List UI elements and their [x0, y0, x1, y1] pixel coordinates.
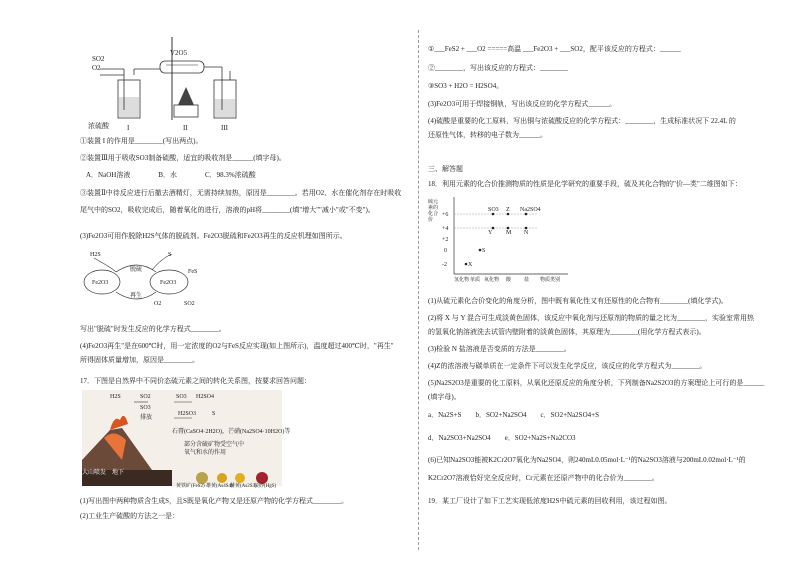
rt-line-2: ②________，写出该反应的方程式：________	[428, 64, 568, 72]
q17-title: 17．下图是自然界中不同价态硫元素之间的转化关系图，按要求回答问题：	[80, 377, 311, 385]
vol-oxidize-1: 部分含硫矿物受空气中	[184, 442, 245, 448]
q17-2: (2)工业生产硫酸的方法之一是：	[80, 512, 180, 520]
q18-2a: (2)将 X 与 Y 混合可生成淡黄色固体，该反应中氧化剂与还原剂的物质的量之比为________，实验室常用热	[428, 314, 755, 322]
q18-5a: (5)Na2S2O3是重要的化工原料，从氧化还原反应的角度分析，下列制备Na2S2O3的方案理论上可行的是______	[428, 379, 765, 387]
xtick-hydride: 氢化物	[454, 278, 470, 283]
label-z: Z	[506, 207, 510, 213]
point-s	[479, 249, 482, 252]
label-x: X	[468, 262, 473, 268]
q-line-1: ①装置 I 的作用是________(写出两点)。	[80, 137, 203, 145]
ytick-2: +2	[442, 237, 449, 243]
ytick-6: +6	[442, 212, 449, 218]
rt-line-5: (4)硫酸是重要的化工原料，写出铜与浓硫酸反应的化学方程式：________，生成标准状况下 22.4L 的	[428, 117, 736, 125]
ytick-m2: -2	[442, 262, 447, 268]
vol-so2: SO2	[140, 394, 151, 400]
rt-line-1: ①___FeS2 + ___O2 =====高温 ___Fe2O3 + ___SO2，配平该反应的方程式：______	[428, 45, 681, 53]
desulfurization-cycle	[82, 248, 212, 306]
section-title: 三、解答题	[428, 165, 463, 173]
vol-oxidize-2: 氧气和水的作用	[184, 450, 227, 456]
ytick-0: 0	[444, 248, 447, 254]
vol-h2so3: H2SO3	[178, 411, 197, 417]
vol-orpiment: 雌黄(As2S3)	[230, 484, 257, 489]
label-y: Y	[488, 230, 493, 236]
vol-realgar: 雄黄(As4S4)	[206, 484, 233, 489]
apparatus-diagram	[90, 35, 240, 127]
column-divider	[418, 30, 419, 550]
q-line-8: 所得固体质量增加，原因是________。	[80, 356, 199, 364]
label-s: S	[482, 248, 486, 254]
q18-6b: K2Cr2O7溶液恰好完全反应时，Cr元素在还原产物中的化合价为________。	[428, 474, 659, 482]
cycle-so2: SO2	[184, 301, 195, 307]
cycle-desulf: 脱硫	[130, 267, 143, 273]
cycle-fe2o3-right: Fe2O3	[160, 280, 177, 286]
xtick-element: 单质	[470, 278, 481, 283]
label-iii: III	[221, 124, 228, 132]
ytick-4: +4	[442, 226, 449, 232]
label-ii: II	[183, 124, 188, 132]
cycle-fes: FeS	[188, 269, 198, 275]
label-so2: SO2	[92, 55, 105, 63]
q-line-6: 写出"脱硫"时发生反应的化学方程式________。	[80, 325, 226, 333]
xtick-oxide: 氧化物	[484, 278, 500, 283]
q18-options-1: a．Na2S+S b．SO2+Na2SO4 c．SO2+Na2SO4+S	[428, 411, 599, 419]
label-i: I	[127, 124, 130, 132]
vol-so3b: SO3	[140, 405, 151, 411]
q-line-4: 尾气中的SO2，吸收完成后，随着氧化的进行，溶液的pH将________(填"增大""减小"或"不变")。	[80, 206, 375, 214]
label-v2o5: V2O5	[170, 49, 188, 57]
q18-6a: (6)已知Na2SO3能被K2Cr2O7氧化为Na2SO4，则240mL0.05mol·L⁻¹的Na2SO3溶液与200mL0.02mol·L⁻¹的	[428, 456, 746, 464]
xtick-acid: 酸	[506, 278, 512, 283]
cycle-h2s: H2S	[90, 252, 101, 258]
vol-emission: 排放	[140, 415, 153, 421]
vol-h2so4: H2SO4	[196, 394, 215, 400]
vol-gypsum: 石膏(CaSO4·2H2O)，芒硝(Na2SO4·10H2O)等	[172, 429, 291, 435]
label-conc-acid: 浓硫酸	[88, 122, 109, 130]
rt-line-6: 还原性气体，转移的电子数为______。	[428, 131, 547, 139]
q18-5b: (填字母)。	[428, 393, 461, 401]
vol-cinnabar: 辰砂(HgS)	[254, 484, 277, 489]
q18-title: 18．利用元素的化合价推测物质的性质是化学研究的重要手段，硫及其化合物的"价—类"二维图如下：	[428, 180, 742, 188]
vol-h2s: H2S	[110, 394, 121, 400]
alcohol-lamp	[174, 105, 198, 117]
vol-so3: SO3	[176, 394, 187, 400]
xtick-salt: 盐	[524, 278, 530, 283]
q-line-7: (4)Fe2O3再生"是在600℃时，用一定浓度的O2与FeS反应实现(如上图所示)，温度超过400℃时，"再生"	[80, 342, 394, 350]
label-so3: SO3	[488, 207, 499, 213]
label-o2: O2	[92, 64, 101, 72]
label-m: M	[506, 230, 512, 236]
q-line-5: (3)Fe2O3可用作脱除H2S气体的脱硫剂。Fe2O3脱硫和Fe2O3再生的反应机理如图所示。	[80, 232, 347, 240]
bottle-i-liquid	[119, 97, 139, 117]
q-line-3: ③装置Ⅱ中待反应进行后撤去酒精灯，无需持续加热，原因是________。若用O2、水在催化剂存在时吸收	[80, 189, 402, 197]
cycle-regen: 再生	[130, 293, 143, 299]
q18-2b: 的氢氧化钠溶液洗去试管内壁附着的淡黄色固体，其原理为________(用化学方程式表示)。	[428, 328, 706, 336]
rt-line-4: (3)Fe2O3可用于焊接钢轨，写出该反应的化学方程式______。	[428, 100, 617, 108]
q-line-2: ②装置Ⅲ用于吸收SO3制备硫酸，适宜的吸收剂是______(填字母)。	[80, 154, 286, 162]
q17-1: (1)写出图中两种物质含生成S，且S既是氧化产物又是还原产物的化学方程式________。	[80, 497, 348, 505]
q-options: A．NaOH溶液 B．水 C．98.3%浓硫酸	[86, 171, 256, 179]
q19-title: 19．某工厂设计了如下工艺实现低浓度H2S中硫元素的回收利用，该过程如图。	[428, 497, 672, 505]
point-x	[465, 263, 468, 266]
cycle-fe2o3-left: Fe2O3	[92, 280, 109, 286]
vol-s: S	[212, 411, 216, 417]
graph-ylabel: 硫元素的化合价	[428, 200, 439, 223]
label-n: N	[524, 230, 529, 236]
graph-xlabel: 物质类别	[540, 278, 561, 283]
rt-line-3: ③SO3 + H2O = H2SO4。	[428, 82, 504, 90]
label-na2so4: Na2SO4	[520, 207, 541, 213]
q18-3: (3)检验 N 盐溶液是否变质的方法是________。	[428, 345, 571, 353]
cycle-s: S	[168, 252, 172, 258]
vol-underground: 大山喷发 地下	[82, 470, 125, 476]
vol-pyrite: 黄铁矿(FeS2)	[176, 484, 205, 489]
alcohol-lamp-flame	[178, 87, 194, 105]
q18-options-2: d．Na2SO3+Na2SO4 e．SO2+Na2S+Na2CO3	[428, 434, 576, 442]
q18-4: (4)Z的浓溶液与碳单质在一定条件下可以发生化学反应，该反应的化学方程式为________。	[428, 362, 707, 370]
cycle-o2: O2	[154, 301, 162, 307]
q18-1: (1)从硫元素化合价变化的角度分析，图中既有氧化性又有还原性的化合物有________(填化学式)。	[428, 297, 728, 305]
reaction-tube	[160, 61, 204, 73]
